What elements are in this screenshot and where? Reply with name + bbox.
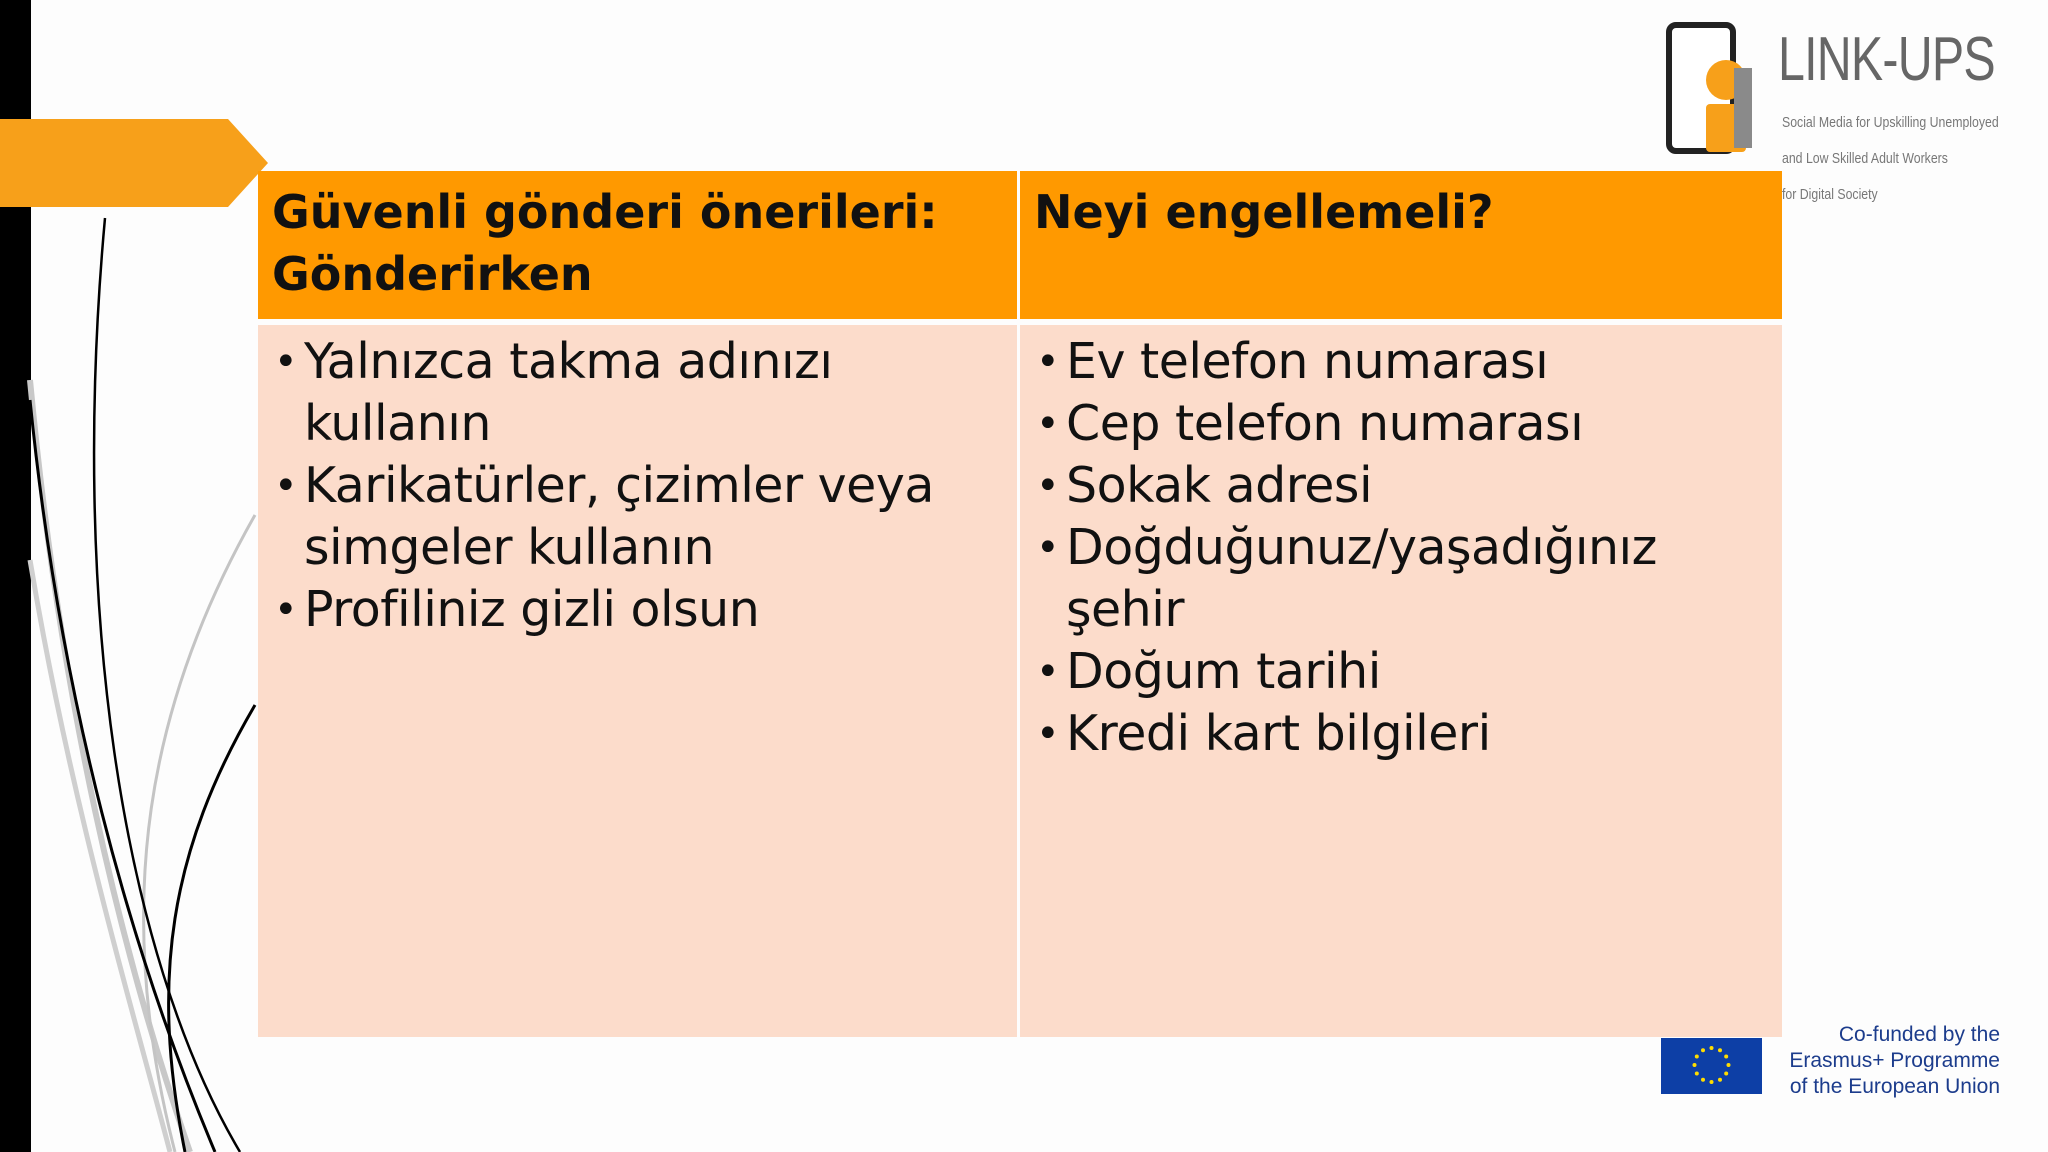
comparison-table bbox=[258, 171, 1782, 1037]
list-item: • Cep telefon numarası bbox=[1034, 393, 1768, 455]
person-icon bbox=[1682, 38, 1752, 158]
list-item: • Sokak adresi bbox=[1034, 455, 1768, 517]
orange-arrow-tab bbox=[0, 119, 270, 207]
eu-funding-text: Co-funded by the Erasmus+ Programme of the European Union bbox=[1789, 1023, 2000, 1098]
list-item: • Doğduğunuz/yaşadığınız şehir bbox=[1034, 517, 1768, 641]
list-item: • Kredi kart bilgileri bbox=[1034, 703, 1768, 765]
list-item: • Karikatürler, çizimler veya simgeler kullanın bbox=[272, 455, 1003, 579]
safe-posting-cell bbox=[258, 325, 1017, 1037]
logo-subtitle: Social Media for Upskilling Unemployed and Low Skilled Adult Workers for Digital Society bbox=[1782, 114, 1999, 203]
list-item: • Doğum tarihi bbox=[1034, 641, 1768, 703]
logo-title: LINK-UPS bbox=[1778, 25, 1995, 94]
block-list-cell bbox=[1020, 325, 1782, 1037]
list-item: • Profiliniz gizli olsun bbox=[272, 579, 1003, 641]
link-ups-logo bbox=[1660, 18, 2020, 203]
safe-posting-list bbox=[272, 331, 1003, 641]
block-list bbox=[1034, 331, 1768, 765]
eu-flag-icon bbox=[1661, 1038, 1762, 1094]
header-safe-posting: Güvenli gönderi önerileri: Gönderirken bbox=[258, 171, 1017, 319]
list-item: • Yalnızca takma adınızı kullanın bbox=[272, 331, 1003, 455]
header-what-to-block: Neyi engellemeli? bbox=[1020, 171, 1782, 319]
list-item: • Ev telefon numarası bbox=[1034, 331, 1768, 393]
